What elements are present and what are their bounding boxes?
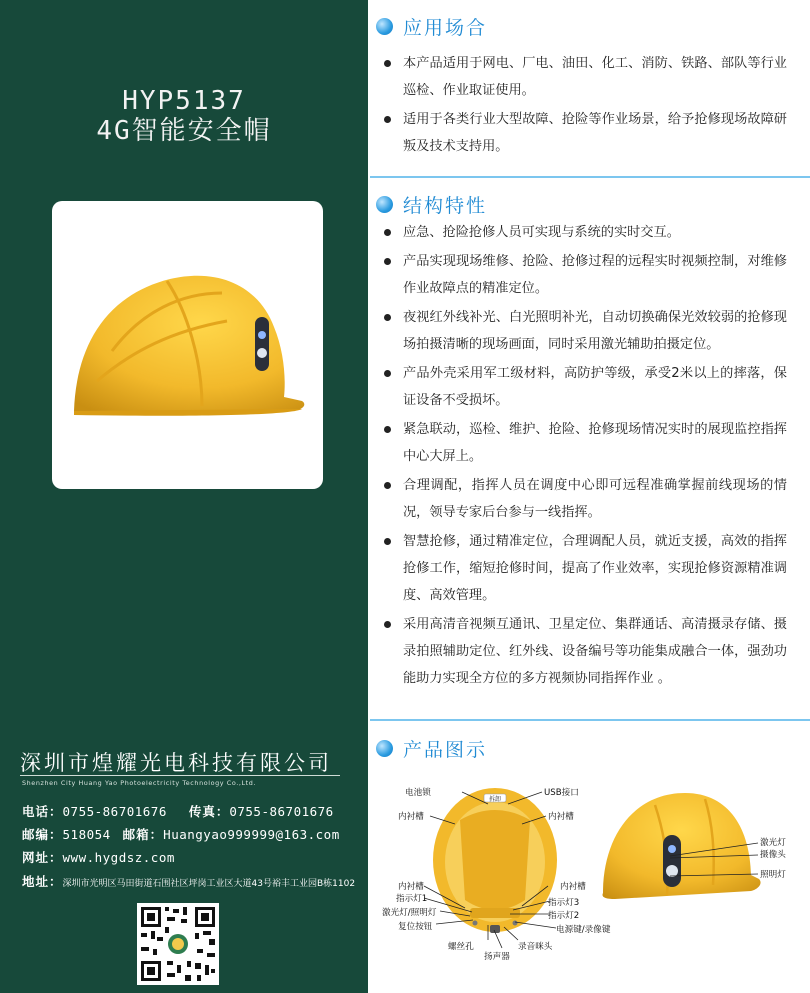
label-camera: 摄像头	[760, 850, 786, 860]
list-item: 本产品适用于网电、厂电、油田、化工、消防、铁路、部队等行业巡检、作业取证使用。	[382, 50, 787, 104]
email-value[interactable]: Huangyao999999@163.com	[163, 827, 340, 842]
label-screw-hole: 螺丝孔	[448, 942, 474, 952]
label-indicator-1: 指示灯1	[396, 894, 428, 904]
label-battery-lock: 电池锁	[405, 788, 431, 798]
product-name: 4G智能安全帽	[96, 116, 272, 146]
address-label: 地址：	[22, 874, 63, 889]
company-name: 深圳市煌耀光电科技有限公司	[20, 751, 332, 775]
contact-address-row	[22, 872, 355, 890]
section-divider	[370, 719, 810, 721]
label-power-key: 电源键/录像键	[556, 925, 611, 935]
section-bullet-icon	[376, 740, 393, 757]
section-diagram-header	[376, 735, 487, 762]
label-indicator-3: 指示灯3	[548, 898, 580, 908]
list-item: 产品外壳采用军工级材料，高防护等级，承受2米以上的摔落，保证设备不受损坏。	[382, 360, 787, 414]
list-item: 产品实现现场维修、抢险、抢修过程的远程实时视频控制，对维修作业故障点的精准定位。	[382, 248, 787, 302]
label-lamp: 照明灯	[760, 870, 786, 880]
section-scenes-header	[376, 13, 487, 40]
label-speaker: 扬声器	[484, 952, 510, 962]
diagram-stamp: 拆卸	[488, 796, 502, 803]
label-usb: USB接口	[544, 788, 579, 798]
left-panel	[0, 0, 368, 993]
contact-web-row	[22, 848, 175, 866]
label-laser: 激光灯	[760, 838, 786, 848]
label-inner-lining: 内衬槽	[560, 882, 586, 892]
product-photo-card	[52, 201, 323, 489]
list-item: 夜视红外线补光、白光照明补光，自动切换确保光效较弱的抢修现场拍摄清晰的现场画面，同时采用激光辅助拍摄定位。	[382, 304, 787, 358]
product-model: HYP5137	[122, 86, 246, 116]
label-inner-lining: 内衬槽	[398, 812, 424, 822]
phone-label: 电话：	[22, 804, 63, 819]
diagram-leader-lines	[370, 780, 810, 980]
list-item: 智慧抢修，通过精准定位，合理调配人员，就近支援，高效的指挥抢修工作，缩短抢修时间，提高了作业效率，实现抢修资源精准调度、高效管理。	[382, 528, 787, 609]
label-laser-light: 激光灯/照明灯	[382, 908, 437, 918]
features-list	[382, 219, 787, 694]
contact-zip-row	[22, 825, 340, 843]
label-inner-lining: 内衬槽	[548, 812, 574, 822]
section-features-header	[376, 191, 487, 218]
zip-value: 518054	[62, 827, 111, 842]
list-item: 合理调配，指挥人员在调度中心即可远程准确掌握前线现场的情况，领导专家后台参与一线指挥。	[382, 472, 787, 526]
qr-code-icon	[137, 903, 219, 985]
fax-label: 传真：	[188, 804, 230, 819]
phone-value: 0755-86701676	[62, 804, 167, 819]
email-label: 邮箱：	[122, 827, 164, 842]
company-name-en: Shenzhen City Huang Yao Photoelectricity Technology Co.,Ltd.	[22, 779, 257, 787]
list-item: 紧急联动，巡检、维护、抢险、抢修现场情况实时的展现监控指挥中心大屏上。	[382, 416, 787, 470]
section-diagram-title: 产品图示	[403, 739, 488, 761]
label-mic: 录音咪头	[518, 942, 553, 952]
company-divider	[20, 775, 340, 776]
helmet-photo	[52, 201, 323, 489]
label-indicator-2: 指示灯2	[548, 911, 580, 921]
web-label: 网址：	[22, 850, 63, 865]
section-divider	[370, 176, 810, 178]
zip-label: 邮编：	[22, 827, 63, 842]
contact-phone-row	[22, 802, 334, 820]
web-value[interactable]: www.hygdsz.com	[62, 850, 175, 865]
list-item: 应急、抢险抢修人员可实现与系统的实时交互。	[382, 219, 787, 246]
list-item: 适用于各类行业大型故障、抢险等作业场景，给予抢修现场故障研叛及技术支持用。	[382, 106, 787, 160]
scenes-list	[382, 50, 787, 162]
label-inner-lining: 内衬槽	[398, 882, 424, 892]
product-title	[0, 86, 368, 146]
address-value: 深圳市光明区马田街道石围社区坪岗工业区大道43号裕丰工业园B栋1102	[62, 879, 356, 889]
fax-value: 0755-86701676	[229, 804, 334, 819]
section-features-title: 结构特性	[403, 195, 488, 217]
list-item: 采用高清音视频互通讯、卫星定位、集群通话、高清摄录存储、摄录拍照辅助定位、红外线、设备编号等功能集成融合一体，强劲功能助力实现全方位的多方视频协同指挥作业 。	[382, 611, 787, 692]
qr-code	[137, 903, 219, 985]
section-bullet-icon	[376, 18, 393, 35]
section-scenes-title: 应用场合	[403, 17, 488, 39]
section-bullet-icon	[376, 196, 393, 213]
label-reset-button: 复位按钮	[398, 922, 433, 932]
